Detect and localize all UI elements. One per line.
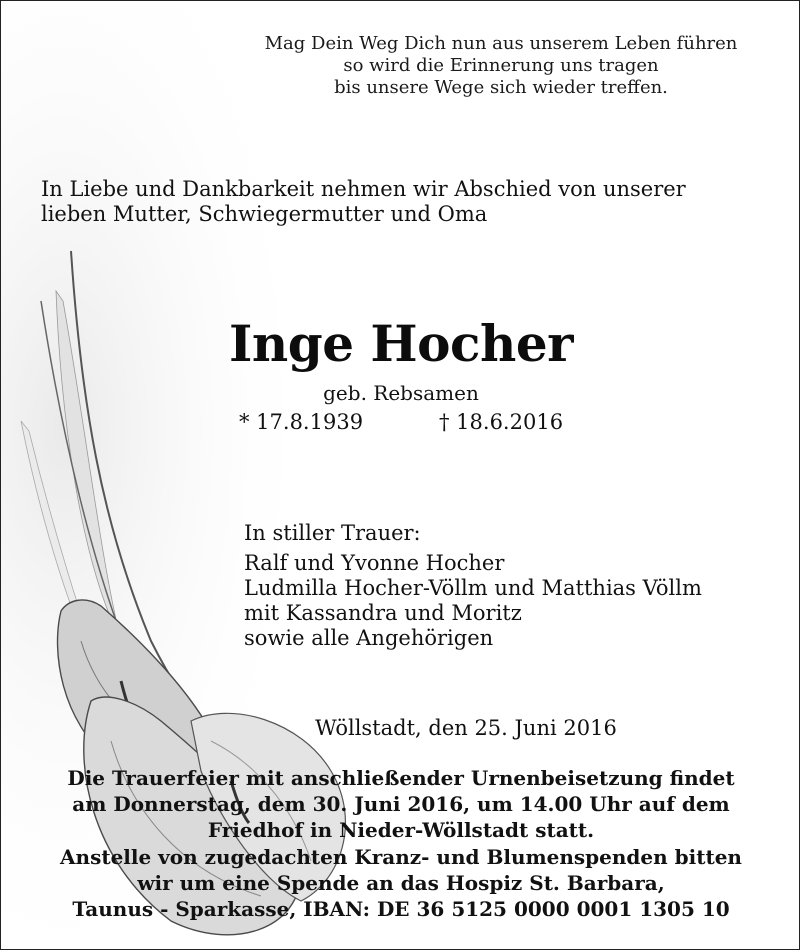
poem-line: Mag Dein Weg Dich nun aus unserem Leben führen	[264, 33, 738, 54]
service-line: Die Trauerfeier mit anschließender Urnenbeisetzung findet	[67, 766, 735, 790]
poem-line: so wird die Erinnerung uns tragen	[343, 55, 659, 76]
maiden-name: geb. Rebsamen	[323, 381, 479, 405]
service-line: am Donnerstag, dem 30. Juni 2016, um 14.00 Uhr auf dem	[72, 792, 730, 816]
poem-line: bis unsere Wege sich wieder treffen.	[334, 77, 668, 98]
funeral-service-info	[31, 765, 771, 843]
intro-line: In Liebe und Dankbarkeit nehmen wir Abschied von unserer	[41, 177, 686, 201]
memorial-poem	[151, 33, 800, 99]
service-line: Friedhof in Nieder-Wöllstadt statt.	[207, 818, 595, 842]
mourner-line: sowie alle Angehörigen	[244, 626, 494, 650]
donation-line: Anstelle von zugedachten Kranz- und Blumenspenden bitten	[60, 845, 742, 869]
mourner-line: Ralf und Yvonne Hocher	[244, 551, 505, 575]
birth-date: * 17.8.1939	[239, 410, 364, 434]
deceased-name: Inge Hocher	[229, 314, 573, 373]
mourners-heading: In stiller Trauer:	[244, 521, 421, 545]
donation-line: wir um eine Spende an das Hospiz St. Barbara,	[137, 871, 665, 895]
intro-line: lieben Mutter, Schwiegermutter und Oma	[41, 202, 488, 226]
donation-info	[31, 844, 771, 922]
mourner-line: Ludmilla Hocher-Völlm und Matthias Völlm	[244, 576, 702, 600]
death-date: † 18.6.2016	[439, 410, 564, 434]
donation-line: Taunus - Sparkasse, IBAN: DE 36 5125 0000 0001 1305 10	[72, 897, 730, 921]
mourner-line: mit Kassandra und Moritz	[244, 601, 522, 625]
place-and-date: Wöllstadt, den 25. Juni 2016	[315, 716, 617, 740]
farewell-intro	[41, 177, 781, 227]
mourners-list	[244, 551, 702, 651]
